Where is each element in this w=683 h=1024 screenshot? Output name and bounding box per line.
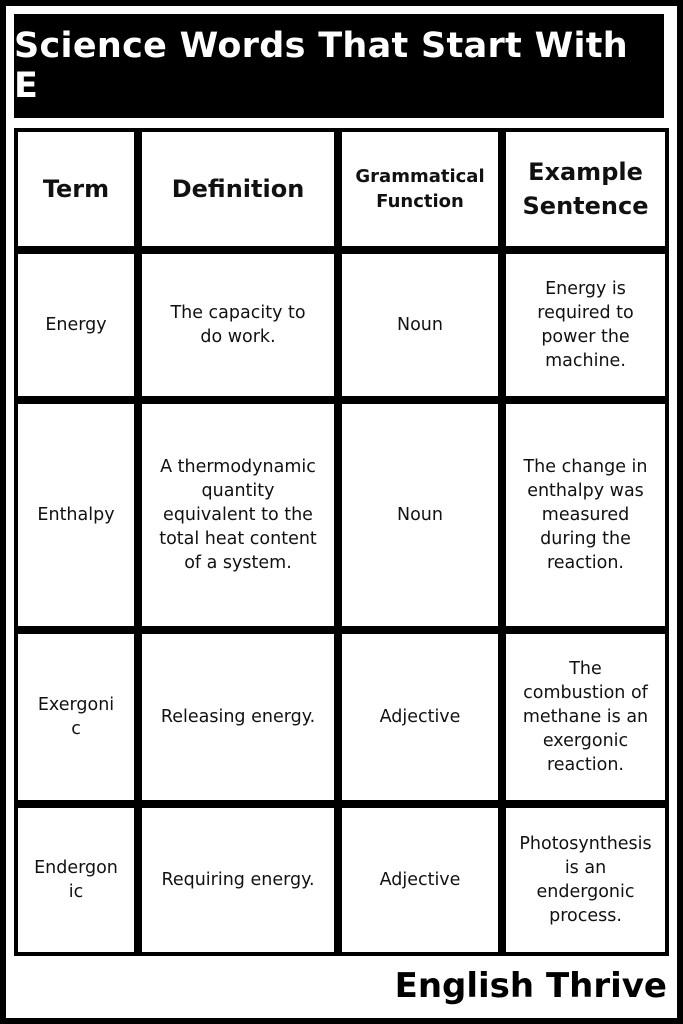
header-definition: Definition <box>142 132 334 246</box>
header-example-sentence: Example Sentence <box>506 132 665 246</box>
row-1-definition: The capacity to do work. <box>142 254 334 396</box>
row-3-example: The combustion of methane is an exergonic reaction. <box>506 634 665 800</box>
row-2-definition: A thermodynamic quantity equivalent to the total heat content of a system. <box>142 404 334 626</box>
row-3-definition: Releasing energy. <box>142 634 334 800</box>
row-1-function: Noun <box>342 254 498 396</box>
row-3-term: Exergonic <box>18 634 134 800</box>
row-1-example: Energy is required to power the machine. <box>506 254 665 396</box>
vocabulary-table <box>14 128 669 956</box>
brand-footer: English Thrive <box>394 966 667 1006</box>
row-3-function: Adjective <box>342 634 498 800</box>
row-2-term: Enthalpy <box>18 404 134 626</box>
row-2-function: Noun <box>342 404 498 626</box>
header-grammatical-function: Grammatical Function <box>342 132 498 246</box>
header-term: Term <box>18 132 134 246</box>
row-4-definition: Requiring energy. <box>142 808 334 952</box>
row-2-example: The change in enthalpy was measured during the reaction. <box>506 404 665 626</box>
row-4-example: Photosynthesis is an endergonic process. <box>506 808 665 952</box>
row-4-term: Endergonic <box>18 808 134 952</box>
row-1-term: Energy <box>18 254 134 396</box>
row-4-function: Adjective <box>342 808 498 952</box>
page-title: Science Words That Start With E <box>14 14 664 118</box>
